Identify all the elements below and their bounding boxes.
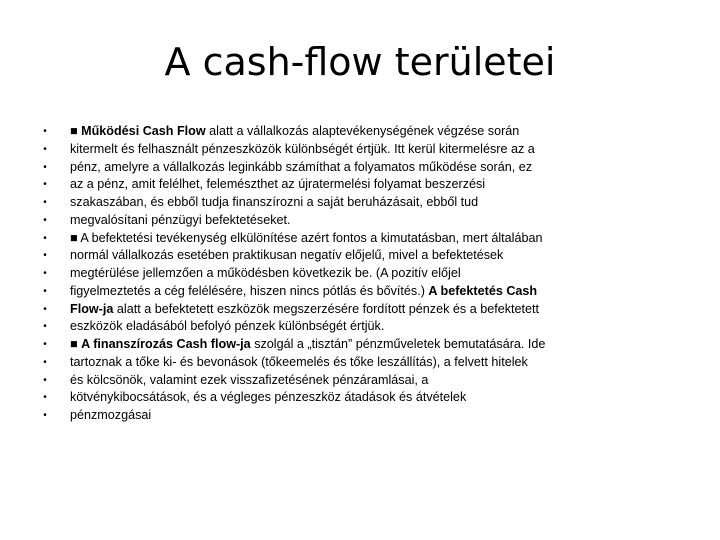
text-line [40,265,680,283]
text-segment: és kölcsönök, valamint ezek visszafizetésének pénzáramlásai, a [70,372,429,387]
bold-text-segment: A finanszírozás Cash flow-ja [81,337,251,351]
bullet-icon: • [43,285,47,297]
bullet-icon: • [43,392,47,404]
bullet-icon: • [43,161,47,173]
text-segment: szakaszában, és ebből tudja finanszírozni a saját beruházásait, ebből tud [70,195,479,209]
bullet-icon: • [43,179,47,191]
text-line [40,389,680,407]
text-segment: ■ [70,124,82,138]
text-line [40,194,680,212]
text-segment: alatt a befektetett eszközök megszerzésére fordított pénzek és a befektetett [113,301,540,316]
bullet-icon: • [43,143,47,155]
text-segment: ■ A befektetési tevékenység elkülönítése azért fontos a kimutatásban, mert általában [70,230,543,245]
text-segment: eszközök eladásából befolyó pénzek különbségét értjük. [70,319,385,334]
bullet-icon: • [43,356,47,368]
text-line [40,354,680,372]
bullet-icon: • [43,321,47,333]
bold-text-segment: Flow-ja [70,301,114,316]
text-segment: alatt a vállalkozás alaptevékenységének végzése során [205,124,520,138]
text-segment: megvalósítani pénzügyi befektetéseket. [70,212,291,227]
text-line [40,230,680,248]
text-line [40,176,680,194]
text-segment: az a pénz, amit felélhet, felemészthet az újratermelési folyamat beszerzési [70,177,486,192]
text-line [40,372,680,390]
bullet-icon: • [43,197,47,208]
body-text [40,123,680,425]
text-segment: kötvénykibocsátások, és a végleges pénzeszköz átadások és átvételek [70,390,467,405]
text-segment: figyelmeztetés a cég felélésére, hiszen nincs pótlás és bővítés.) [70,283,429,298]
bullet-icon: • [43,214,47,226]
text-line [40,336,680,354]
bullet-icon: • [43,250,47,262]
text-segment: normál vállalkozás esetében praktikusan negatív előjelű, mivel a befektetések [70,248,504,263]
text-line [40,123,680,141]
text-segment: tartoznak a tőke ki- és bevonások (tőkeemelés és tőke leszállítás), a felvett hitelek [70,354,528,369]
bullet-icon: • [43,232,47,244]
text-line [40,318,680,336]
text-line [40,283,680,301]
text-line [40,407,680,425]
bold-text-segment: A befektetés Cash [428,283,538,298]
bullet-icon: • [43,126,47,137]
text-line [40,141,680,159]
slide-title: A cash-flow területei [164,40,556,84]
text-line [40,159,680,177]
bullet-icon: • [43,303,47,315]
bullet-icon: • [43,268,47,279]
bold-text-segment: Működési Cash Flow [81,124,206,138]
text-line [40,301,680,319]
bullet-icon: • [43,410,47,421]
text-segment: szolgál a „tisztán” pénzműveletek bemutatására. Ide [250,337,546,351]
text-segment: ■ [70,337,82,351]
text-segment: megtérülése jellemzően a működésben következik be. (A pozitív előjel [70,266,461,280]
bullet-icon: • [43,374,47,386]
bullet-icon: • [43,339,47,350]
text-segment: pénz, amelyre a vállalkozás leginkább számíthat a folyamatos működése során, ez [70,159,533,174]
text-line [40,247,680,265]
text-segment: pénzmozgásai [70,408,152,422]
text-segment: kitermelt és felhasznált pénzeszközök különbségét értjük. Itt kerül kitermelésre az a [70,141,535,156]
text-line [40,212,680,230]
